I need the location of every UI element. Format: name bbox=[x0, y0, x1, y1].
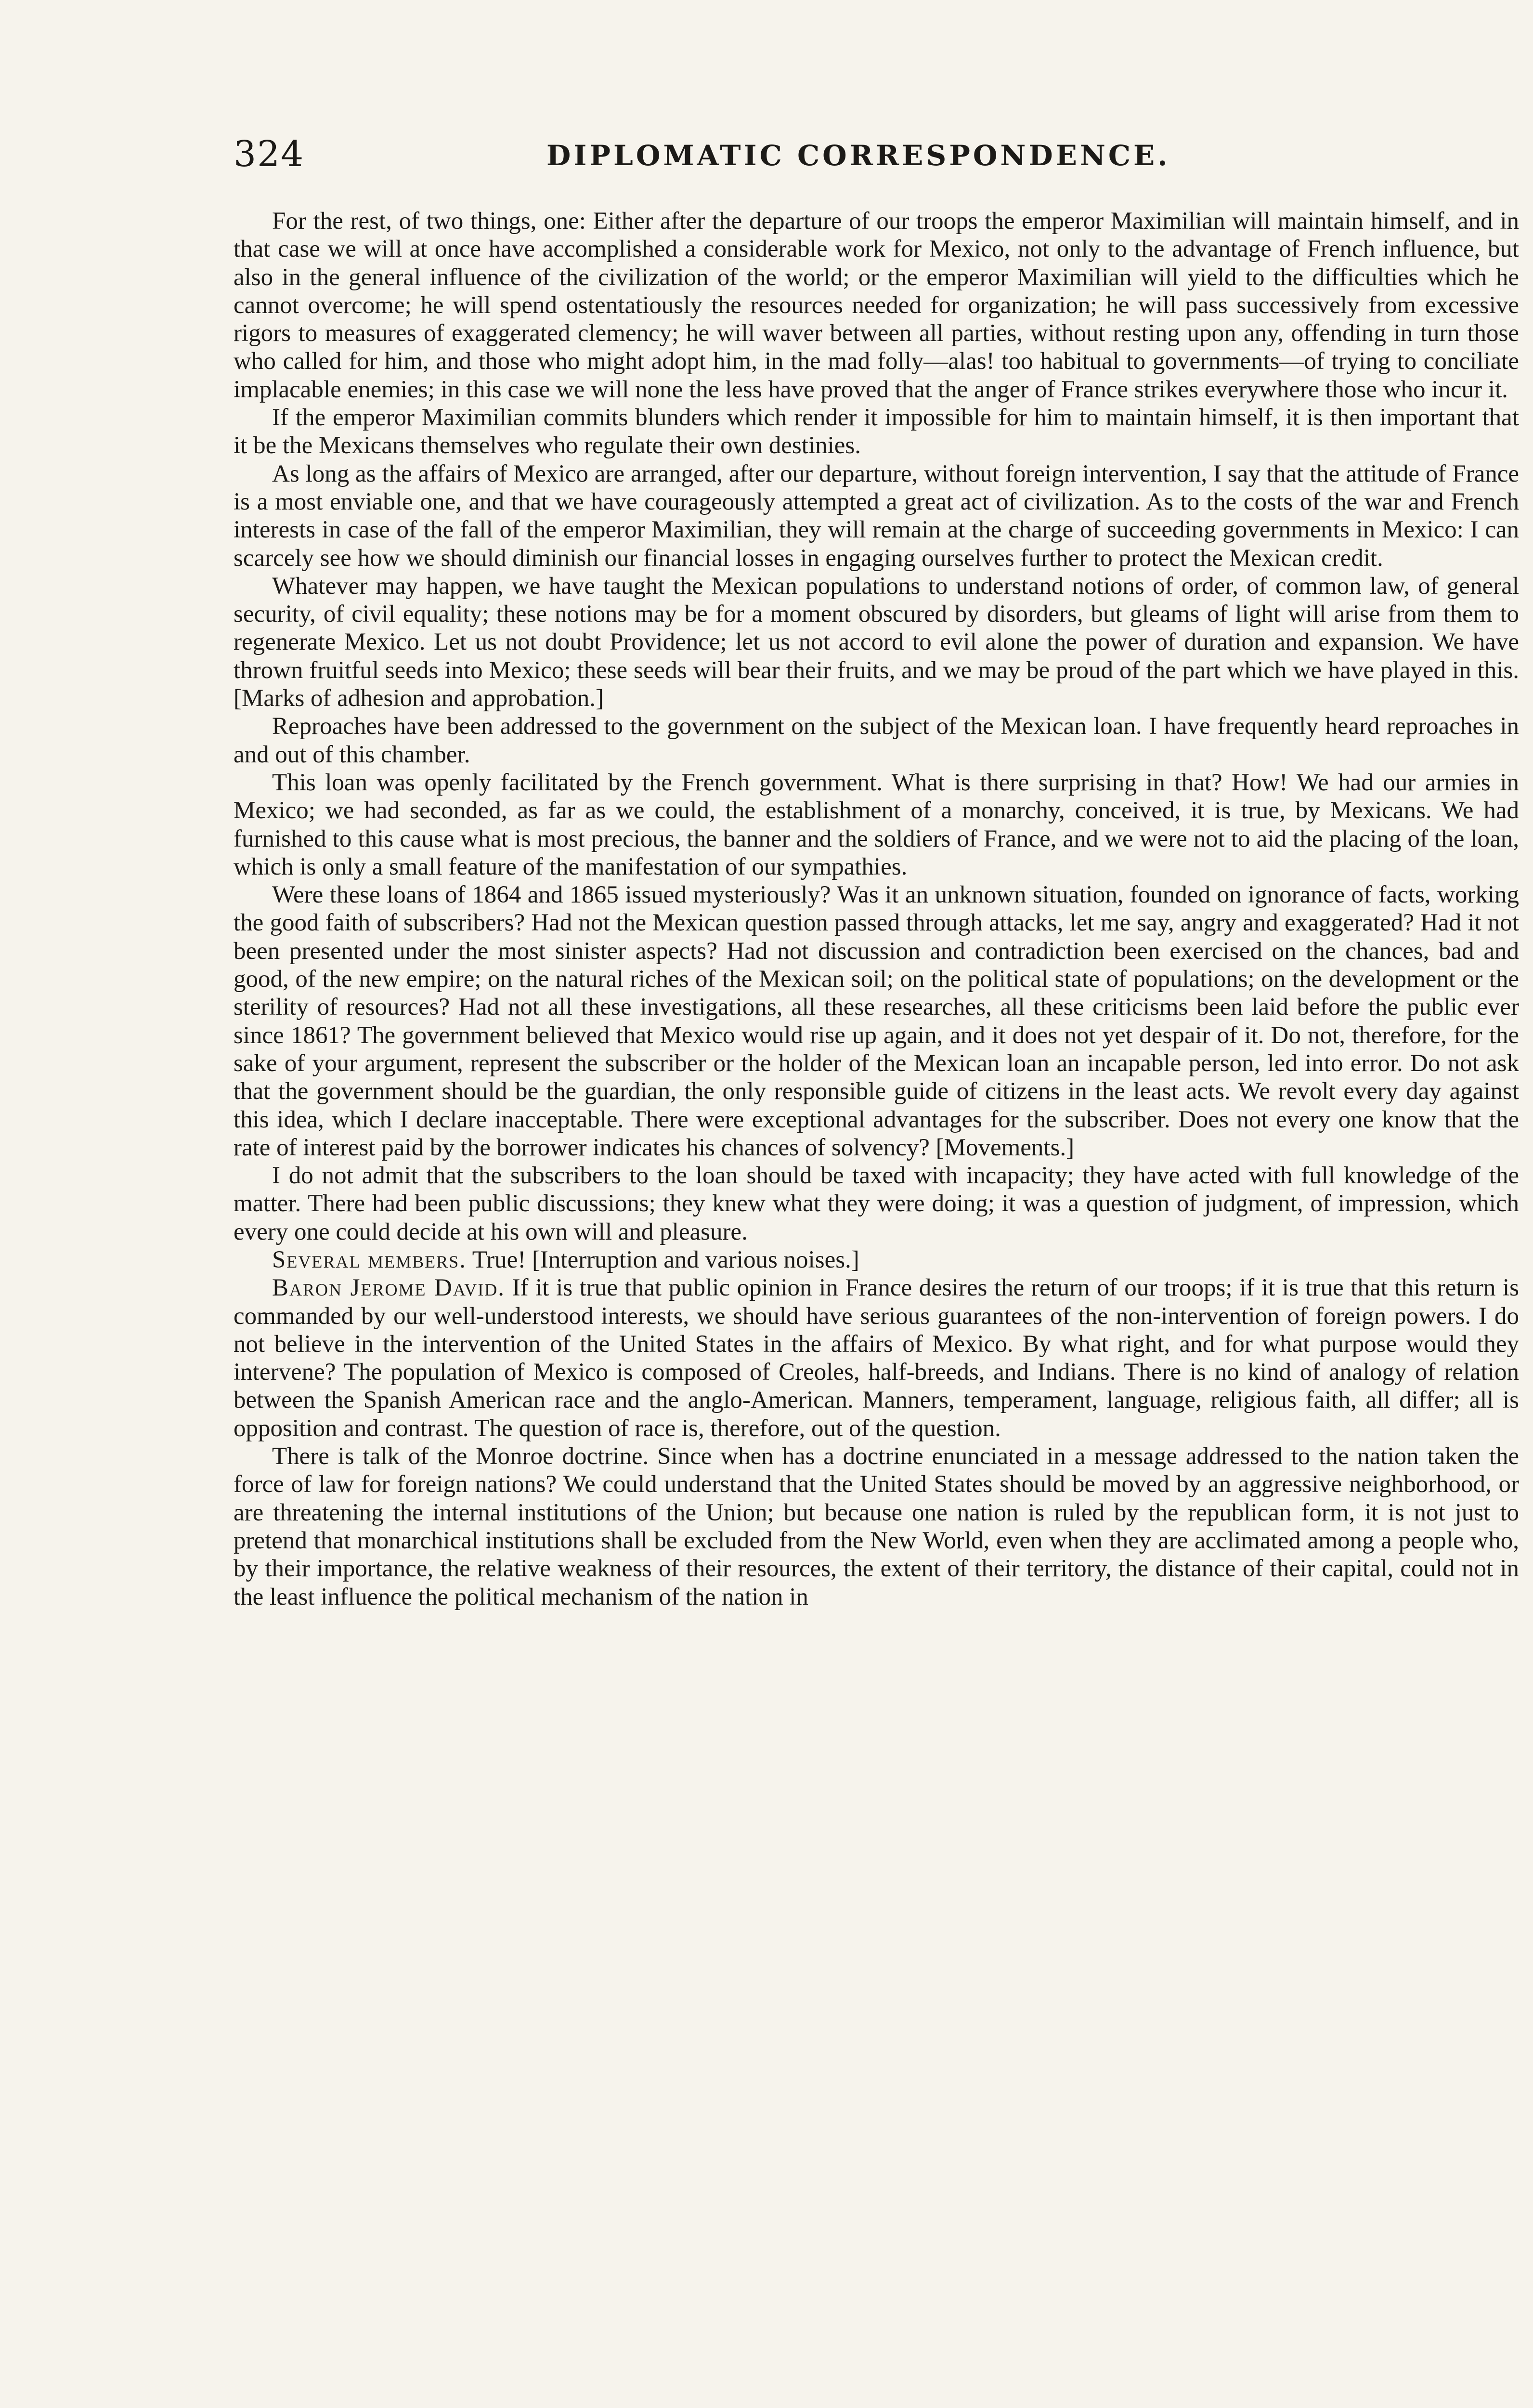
speaker-name: Several members. bbox=[272, 1246, 467, 1273]
body-text bbox=[234, 207, 1519, 1611]
paragraph: For the rest, of two things, one: Either after the departure of our troops the emperor Maximilian will maintain himself, and in that case we will at once have accomplished a considerable work for Mexico, not only to the advantage of French influence, but also in the general influence of the civilization of the world; or the emperor Maximilian will yield to the difficulties which he cannot overcome; he will spend ostentatiously the resources needed for organization; he will pass successively from excessive rigors to measures of exaggerated clemency; he will waver between all parties, without resting upon any, offending in turn those who called for him, and those who might adopt him, in the mad folly—alas! too habitual to governments—of trying to conciliate implacable enemies; in this case we will none the less have proved that the anger of France strikes everywhere those who incur it. bbox=[234, 208, 1519, 403]
paragraph: I do not admit that the subscribers to the loan should be taxed with incapacity; they have acted with full knowledge of the matter. There had been public discussions; they knew what they were doing; it was a question of judgment, of impression, which every one could decide at his own will and pleasure. bbox=[234, 1162, 1519, 1245]
speaker-name: Baron Jerome David. bbox=[272, 1274, 505, 1302]
paragraph: This loan was openly facilitated by the French government. What is there surprising in that? How! We had our armies in Mexico; we had seconded, as far as we could, the establishment of a monarchy, conceived, it is true, by Mexicans. We had furnished to this cause what is most precious, the banner and the soldiers of France, and we were not to aid the placing of the loan, which is only a small feature of the manifestation of our sympathies. bbox=[234, 769, 1519, 880]
page-number: 324 bbox=[234, 133, 305, 175]
running-title: DIPLOMATIC CORRESPONDENCE. bbox=[546, 139, 1170, 172]
speaker-paragraph bbox=[234, 1246, 1519, 1274]
speech-text: If it is true that public opinion in France desires the return of our troops; if it is true that this return is commanded by our well-understood interests, we should have serious guarantees of the non-intervention of foreign powers. I do not believe in the intervention of the United States in the affairs of Mexico. By what right, and for what purpose would they intervene? The population of Mexico is composed of Creoles, half-breeds, and Indians. There is no kind of analogy of relation between the Spanish American race and the anglo-American. Manners, temperament, language, religious faith, all differ; all is opposition and contrast. The question of race is, therefore, out of the question. bbox=[234, 1274, 1519, 1442]
speaker-paragraph bbox=[234, 1274, 1519, 1442]
paragraph: Whatever may happen, we have taught the Mexican populations to understand notions of order, of common law, of general security, of civil equality; these notions may be for a moment obscured by disorders, but gleams of light will arise from them to regenerate Mexico. Let us not doubt Providence; let us not accord to evil alone the power of duration and expansion. We have thrown fruitful seeds into Mexico; these seeds will bear their fruits, and we may be proud of the part which we have played in this. [Marks of adhesion and approbation.] bbox=[234, 572, 1519, 712]
paragraph: Reproaches have been addressed to the government on the subject of the Mexican loan. I have frequently heard reproaches in and out of this chamber. bbox=[234, 713, 1519, 768]
speech-text: True! [Interruption and various noises.] bbox=[472, 1246, 859, 1273]
page-header bbox=[234, 132, 1519, 176]
paragraph: If the emperor Maximilian commits blunders which render it impossible for him to maintain himself, it is then important that it be the Mexicans themselves who regulate their own destinies. bbox=[234, 404, 1519, 459]
paragraph: There is talk of the Monroe doctrine. Since when has a doctrine enunciated in a message addressed to the nation taken the force of law for foreign nations? We could understand that the United States should be moved by an aggressive neighborhood, or are threatening the internal institutions of the Union; but because one nation is ruled by the republican form, it is not just to pretend that monarchical institutions shall be excluded from the New World, even when they are acclimated among a people who, by their importance, the relative weakness of their resources, the extent of their territory, the distance of their capital, could not in the least influence the political mechanism of the nation in bbox=[234, 1443, 1519, 1610]
paragraph: Were these loans of 1864 and 1865 issued mysteriously? Was it an unknown situation, founded on ignorance of facts, working the good faith of subscribers? Had not the Mexican question passed through attacks, let me say, angry and exaggerated? Had it not been presented under the most sinister aspects? Had not discussion and contradiction been exercised on the chances, bad and good, of the new empire; on the natural riches of the Mexican soil; on the political state of populations; on the development or the sterility of resources? Had not all these investigations, all these researches, all these criticisms been laid before the public ever since 1861? The government believed that Mexico would rise up again, and it does not yet despair of it. Do not, therefore, for the sake of your argument, represent the subscriber or the holder of the Mexican loan an incapable person, led into error. Do not ask that the government should be the guardian, the only responsible guide of citizens in the least acts. We revolt every day against this idea, which I declare inacceptable. There were exceptional advantages for the subscriber. Does not every one know that the rate of interest paid by the borrower indicates his chances of solvency? [Movements.] bbox=[234, 881, 1519, 1161]
paragraph: As long as the affairs of Mexico are arranged, after our departure, without foreign intervention, I say that the attitude of France is a most enviable one, and that we have courageously attempted a great act of civilization. As to the costs of the war and French interests in case of the fall of the emperor Maximilian, they will remain at the charge of succeeding governments in Mexico: I can scarcely see how we should diminish our financial losses in engaging ourselves further to protect the Mexican credit. bbox=[234, 460, 1519, 572]
